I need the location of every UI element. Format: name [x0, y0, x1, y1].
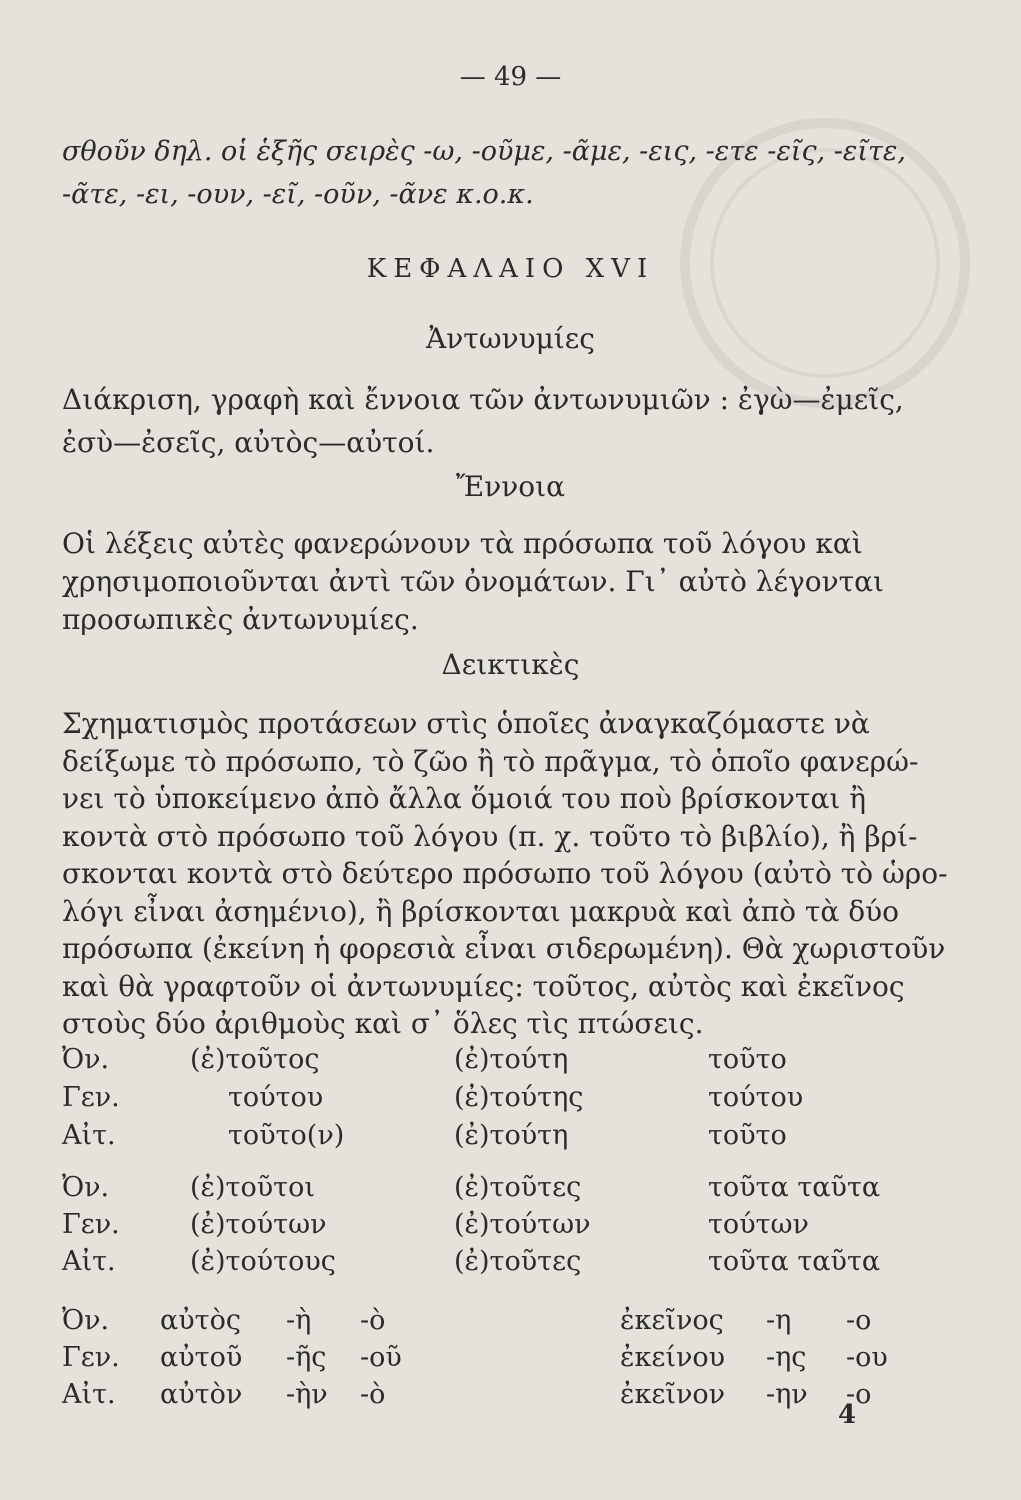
text-line: πρόσωπα (ἐκείνη ἡ φορεσιὰ εἶναι σιδερωμένη). Θὰ χωριστοῦν — [62, 932, 946, 965]
autos-masculine: αὐτοῦ — [160, 1342, 243, 1373]
feminine-form: (ἐ)τούτης — [454, 1082, 584, 1113]
case-label: Ὀν. — [62, 1305, 110, 1336]
neuter-form: τούτων — [708, 1209, 809, 1240]
masculine-form: (ἐ)τούτους — [190, 1246, 336, 1277]
ekeinos-masculine: ἐκεῖνος — [620, 1305, 724, 1336]
text-line: στοὺς δύο ἀριθμοὺς καὶ σ᾽ ὅλες τὶς πτώσεις. — [62, 1007, 704, 1040]
text-line: σκονται κοντὰ στὸ δεύτερο πρόσωπο τοῦ λόγου (αὐτὸ τὸ ὡρο- — [62, 857, 948, 890]
feminine-form: (ἐ)τούτη — [454, 1120, 569, 1151]
section-title: Ἀντωνυμίες — [426, 322, 595, 355]
text-line: καὶ θὰ γραφτοῦν οἱ ἀντωνυμίες: τοῦτος, αὐτὸς καὶ ἐκεῖνος — [62, 969, 905, 1003]
case-label: Ὀν. — [62, 1172, 110, 1203]
subheading-deiktikes: Δεικτικὲς — [441, 648, 580, 681]
masculine-form: (ἐ)τοῦτος — [190, 1044, 320, 1075]
autos-neuter-ending: -οῦ — [360, 1342, 402, 1373]
text-line: νει τὸ ὑποκείμενο ἀπὸ ἄλλα ὅμοιά του ποὺ βρίσκονται ἢ — [62, 782, 867, 815]
text-line: Σχηματισμὸς προτάσεων στὶς ὁποῖες ἀναγκαζόμαστε νὰ — [62, 707, 870, 740]
neuter-form: τοῦτο — [708, 1044, 787, 1075]
ekeinos-feminine-ending: -ης — [766, 1342, 807, 1373]
ekeinos-feminine-ending: -ην — [766, 1379, 808, 1410]
feminine-form: (ἐ)τούτη — [454, 1044, 569, 1075]
neuter-form: τοῦτα ταῦτα — [708, 1246, 881, 1277]
text-line: ἐσὺ—ἐσεῖς, αὐτὸς—αὐτοί. — [62, 426, 435, 459]
text-line: λόγι εἶναι ἀσημένιο), ἢ βρίσκονται μακρυὰ καὶ ἀπὸ τὰ δύο — [62, 894, 899, 928]
case-label: Γεν. — [62, 1342, 120, 1373]
paragraph-deiktikes — [62, 705, 948, 1043]
ekeinos-masculine: ἐκεῖνον — [620, 1379, 726, 1410]
subheading-ennoia: Ἔννοια — [455, 470, 566, 503]
text-line: -ᾶτε, -ει, -ουν, -εῖ, -οῦν, -ᾶνε κ.ο.κ. — [62, 179, 534, 210]
autos-masculine: αὐτὸν — [160, 1379, 243, 1410]
feminine-form: (ἐ)τούτων — [454, 1209, 591, 1240]
feminine-form: (ἐ)τοῦτες — [454, 1246, 582, 1277]
autos-neuter-ending: -ὸ — [360, 1305, 386, 1336]
masculine-form: (ἐ)τοῦτοι — [190, 1172, 315, 1203]
ekeinos-neuter-ending: -ου — [846, 1342, 888, 1373]
text-line: προσωπικὲς ἀντωνυμίες. — [62, 603, 419, 636]
ekeinos-neuter-ending: -ο — [846, 1305, 872, 1336]
text-line: Διάκριση, γραφὴ καὶ ἔννοια τῶν ἀντωνυμιῶν : ἐγὼ—ἐμεῖς, — [62, 383, 904, 416]
masculine-form: τοῦτο(ν) — [228, 1120, 345, 1151]
paragraph-ennoia — [62, 525, 902, 639]
continuation-text — [62, 130, 906, 216]
page-number: — 49 — — [459, 62, 562, 92]
text-line: Οἱ λέξεις αὐτὲς φανερώνουν τὰ πρόσωπα τοῦ λόγου καὶ — [62, 527, 863, 560]
section-intro — [62, 378, 902, 464]
text-line: δείξωμε τὸ πρόσωπο, τὸ ζῶο ἢ τὸ πρᾶγμα, τὸ ὁποῖο φανερώ- — [62, 744, 919, 778]
autos-feminine-ending: -ῆς — [286, 1342, 327, 1373]
masculine-form: (ἐ)τούτων — [190, 1209, 327, 1240]
case-label: Αἰτ. — [62, 1246, 116, 1277]
neuter-form: τοῦτα ταῦτα — [708, 1172, 881, 1203]
autos-neuter-ending: -ὸ — [360, 1379, 386, 1410]
case-label: Ὀν. — [62, 1044, 110, 1075]
masculine-form: τούτου — [228, 1082, 324, 1113]
feminine-form: (ἐ)τοῦτες — [454, 1172, 582, 1203]
ekeinos-neuter-ending: -ο — [846, 1379, 872, 1410]
ekeinos-feminine-ending: -η — [766, 1305, 792, 1336]
autos-masculine: αὐτὸς — [160, 1305, 241, 1336]
neuter-form: τοῦτο — [708, 1120, 787, 1151]
case-label: Αἰτ. — [62, 1379, 116, 1410]
text-line: κοντὰ στὸ πρόσωπο τοῦ λόγου (π. χ. τοῦτο τὸ βιβλίο), ἢ βρί- — [62, 819, 918, 853]
signature-mark: 4 — [838, 1400, 857, 1430]
chapter-title: ΚΕΦΑΛΑΙΟ XVI — [366, 254, 655, 284]
ekeinos-masculine: ἐκείνου — [620, 1342, 726, 1373]
case-label: Γεν. — [62, 1209, 120, 1240]
neuter-form: τούτου — [708, 1082, 804, 1113]
autos-feminine-ending: -ὴ — [286, 1305, 312, 1336]
autos-feminine-ending: -ὴν — [286, 1379, 328, 1410]
text-line: χρησιμοποιοῦνται ἀντὶ τῶν ὀνομάτων. Γι᾽ αὐτὸ λέγονται — [62, 565, 885, 598]
case-label: Γεν. — [62, 1082, 120, 1113]
case-label: Αἰτ. — [62, 1120, 116, 1151]
text-line: σθοῦν δηλ. οἱ ἑξῆς σειρὲς -ω, -οῦμε, -ᾶμε, -εις, -ετε -εῖς, -εῖτε, — [62, 136, 906, 167]
